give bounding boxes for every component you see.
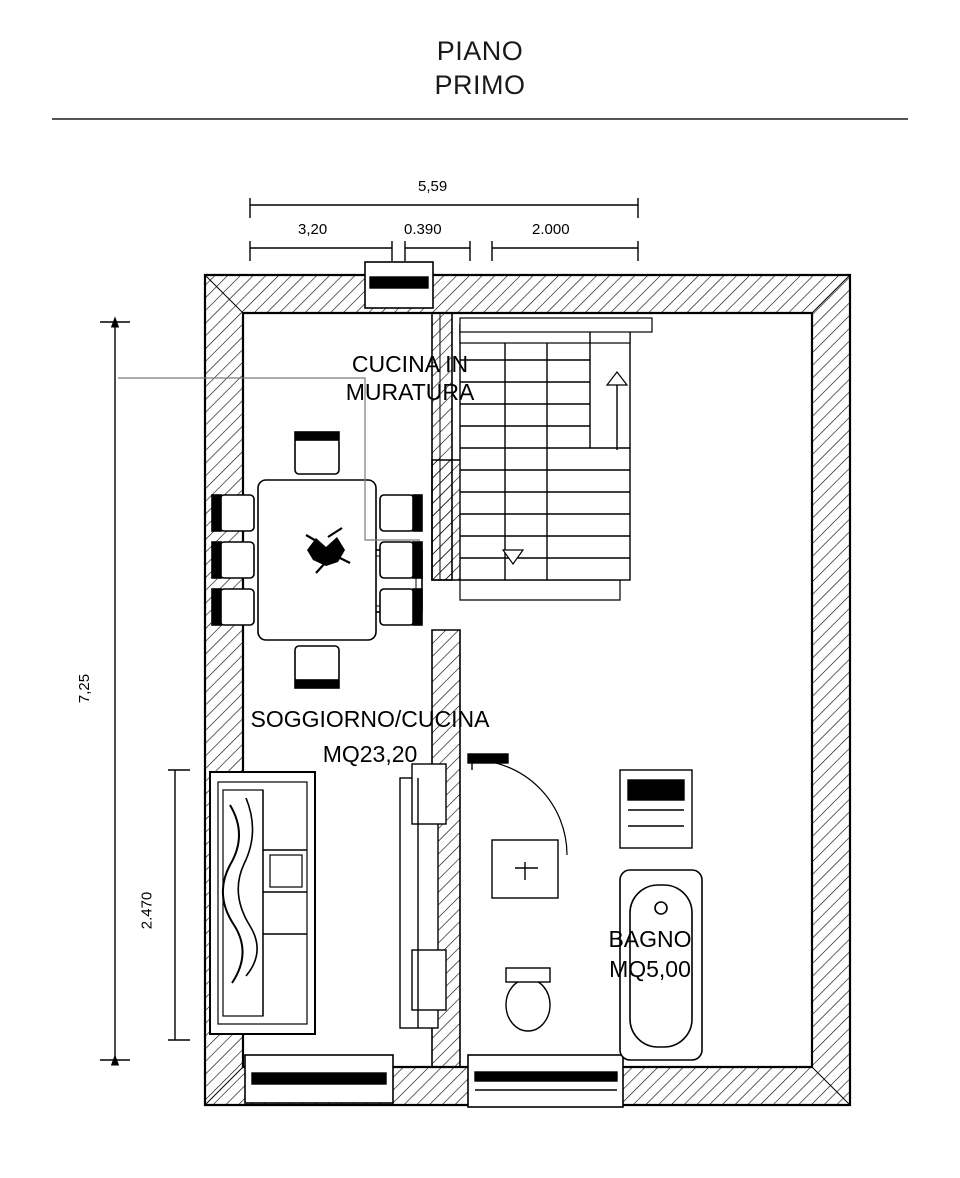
dimension-top-right-segment: 2.000 [532,221,570,238]
room-label-living-name: SOGGIORNO/CUCINA [250,706,490,732]
dimension-left-overall: 7,25 [76,673,94,704]
title-line-1: PIANO [436,36,524,66]
dimension-top-mid-segment: 0.390 [404,221,442,238]
room-label-living-area: MQ23,20 [322,741,418,767]
room-label-bath-area: MQ5,00 [609,956,691,982]
dimension-top-overall: 5,59 [418,178,448,195]
room-label-bath-name: BAGNO [608,926,692,952]
floor-plan-drawing [60,150,910,1140]
dimension-top-left-segment: 3,20 [298,221,328,238]
title-line-2: PRIMO [434,70,526,100]
title-divider [52,118,908,120]
room-label-kitchen-line2: MURATURA [345,379,475,405]
dimension-left-segment: 2.470 [138,891,156,930]
room-label-kitchen-line1: CUCINA IN [351,351,469,377]
page-title [0,34,960,102]
